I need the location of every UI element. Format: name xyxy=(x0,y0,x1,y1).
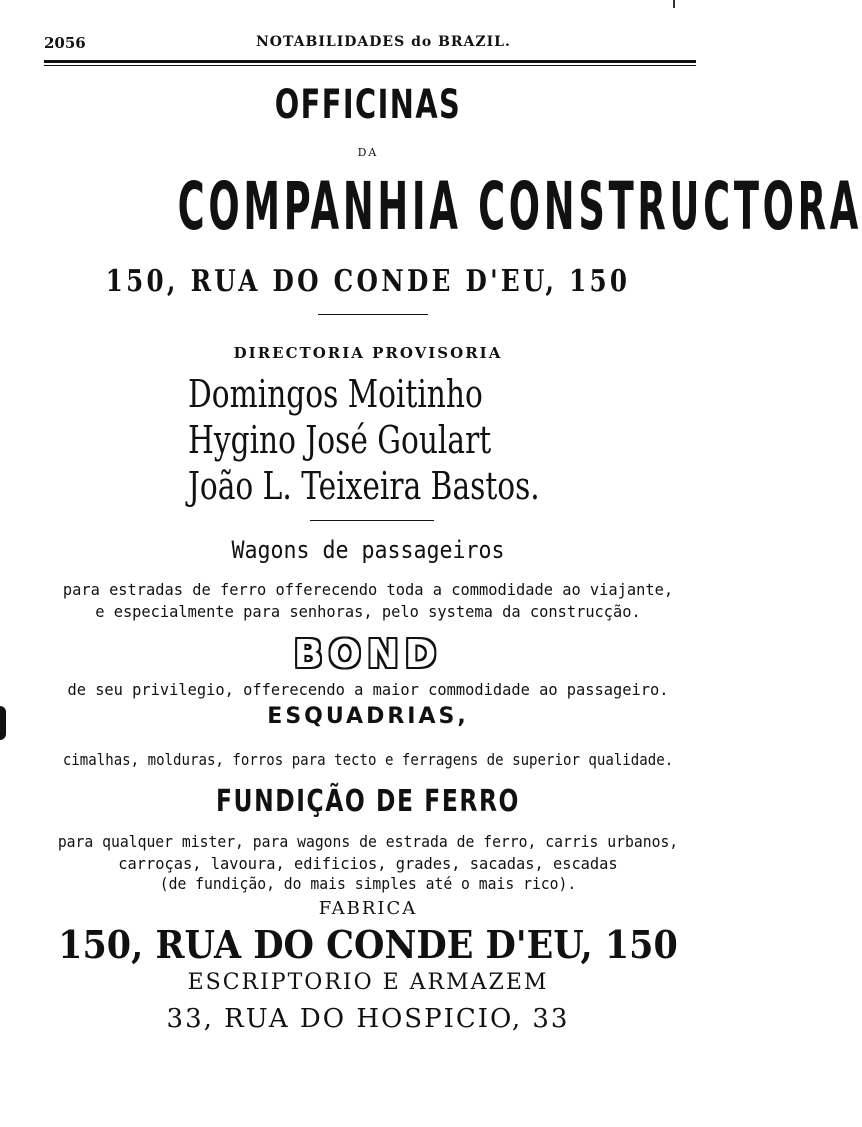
divider-rule xyxy=(310,520,434,521)
fundicao-text-line: (de fundição, do mais simples até o mais rico). xyxy=(159,874,577,893)
director-name: Domingos Moitinho xyxy=(188,372,483,416)
director-name: João L. Teixeira Bastos. xyxy=(188,464,540,508)
fundicao-text-line: para qualquer mister, para wagons de estrada de ferro, carris urbanos, xyxy=(57,832,679,851)
title-da: DA xyxy=(357,146,379,159)
director-name: Hygino José Goulart xyxy=(188,418,492,462)
esquadrias-text-line: cimalhas, molduras, forros para tecto e ferragens de superior qualidade. xyxy=(62,750,674,769)
page-number: 2056 xyxy=(44,34,86,52)
fundicao-text-line: carroças, lavoura, edificios, grades, sacadas, escadas xyxy=(118,854,618,873)
header-rule-thin xyxy=(44,65,696,66)
running-title: NOTABILIDADES do BRAZIL. xyxy=(256,34,511,50)
scan-mark xyxy=(673,0,675,8)
divider-rule xyxy=(318,314,428,315)
esquadrias-heading: ESQUADRIAS, xyxy=(267,704,469,729)
bond-text-line: de seu privilegio, offerecendo a maior commodidade ao passageiro. xyxy=(67,680,669,699)
escritorio-label: ESCRIPTORIO E ARMAZEM xyxy=(187,970,549,995)
fabrica-label: FABRICA xyxy=(318,898,418,919)
bond-heading: BOND xyxy=(293,632,443,676)
escritorio-address: 33, RUA DO HOSPICIO, 33 xyxy=(166,1004,570,1034)
wagons-heading: Wagons de passageiros xyxy=(231,536,505,564)
title-officinas: OFFICINAS xyxy=(274,82,462,128)
fundicao-heading: FUNDIÇÃO DE FERRO xyxy=(215,784,521,819)
wagons-text-line: para estradas de ferro offerecendo toda a commodidade ao viajante, xyxy=(62,580,674,599)
header-rule xyxy=(44,60,696,63)
title-address: 150, RUA DO CONDE D'EU, 150 xyxy=(105,264,631,299)
fabrica-address: 150, RUA DO CONDE D'EU, 150 xyxy=(58,922,678,967)
title-companhia: COMPANHIA CONSTRUCTORA xyxy=(177,168,862,245)
wagons-text-line: e especialmente para senhoras, pelo systema da construcção. xyxy=(95,602,641,621)
directoria-heading: DIRECTORIA PROVISORIA xyxy=(233,344,503,362)
